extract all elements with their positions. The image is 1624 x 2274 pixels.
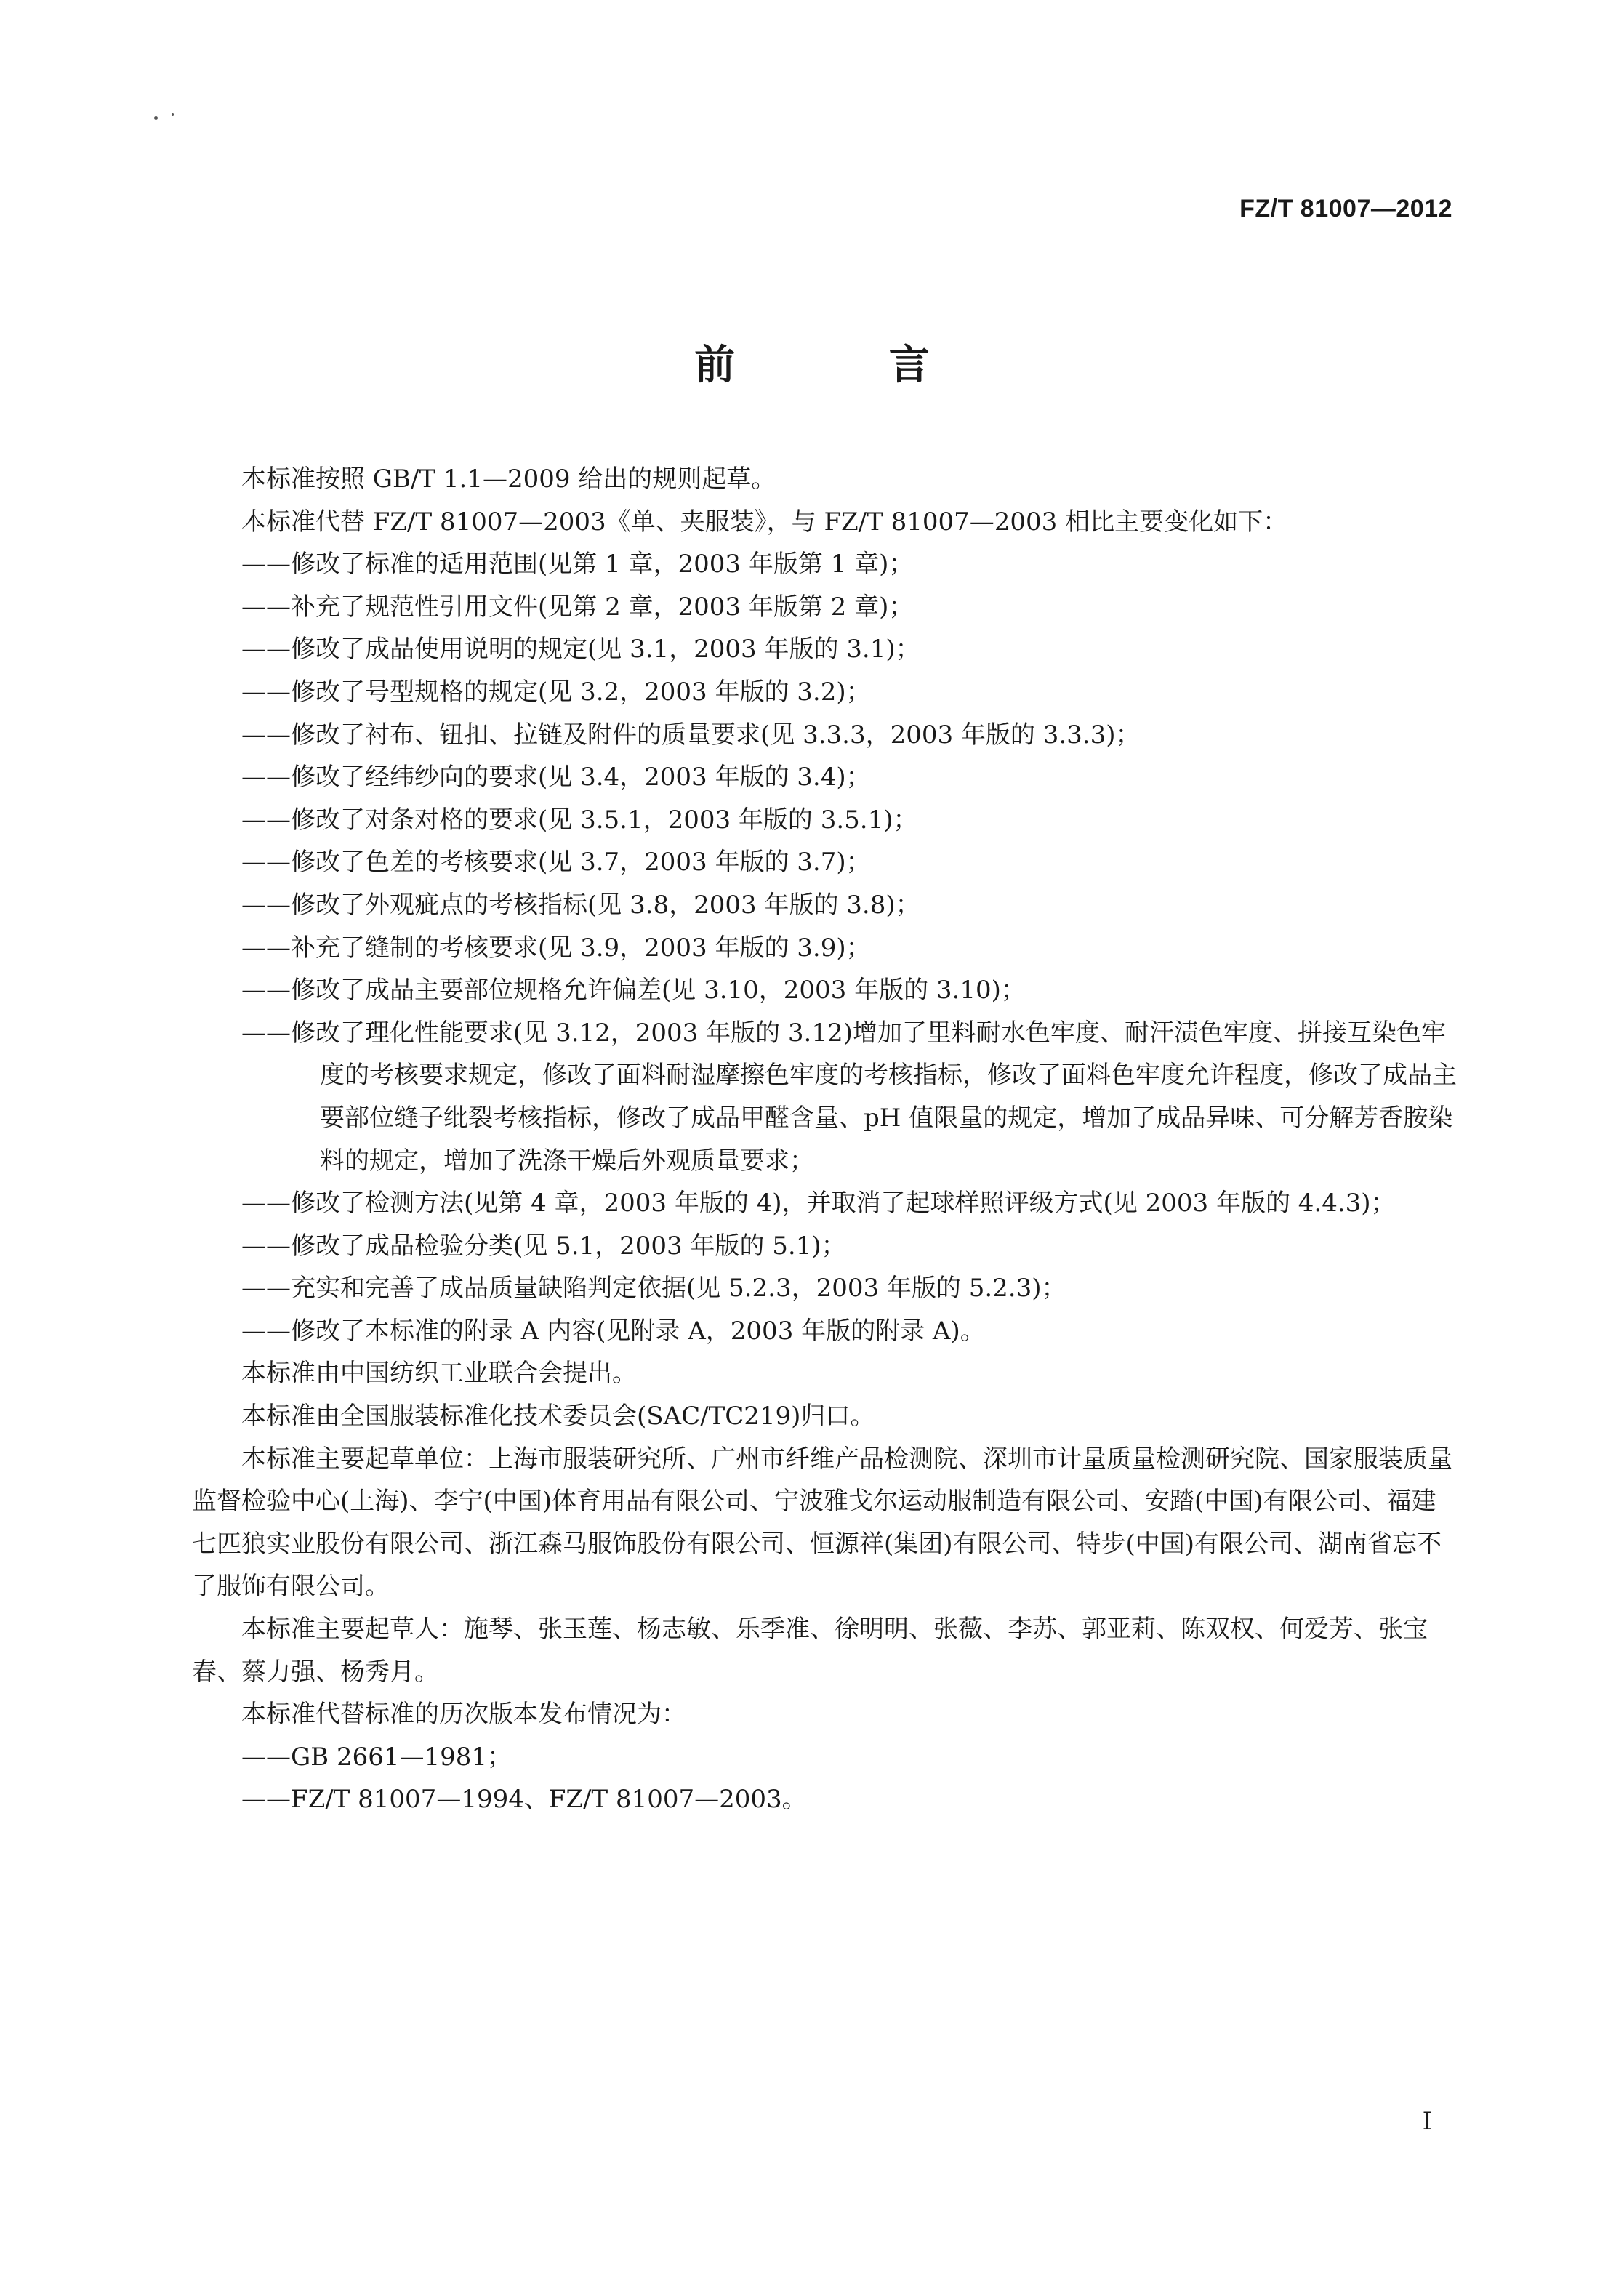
change-list-item: ——修改了理化性能要求(见 3.12，2003 年版的 3.12)增加了里料耐水色牢度、耐汗渍色牢度、拼接互染色牢度的考核要求规定，修改了面料耐湿摩擦色牢度的考核指标，修改了面料色牢度允许程度，修改了成品主要部位缝子纰裂考核指标，修改了成品甲醛含量、pH 值限量的规定，增加了成品异味、可分解芳香胺染料的规定，增加了洗涤干燥后外观质量要求； xyxy=(241,1018,1457,1176)
foreword-body xyxy=(192,458,1457,1821)
change-list-item: ——补充了缝制的考核要求(见 3.9，2003 年版的 3.9)； xyxy=(241,933,871,963)
change-list-item: ——修改了号型规格的规定(见 3.2，2003 年版的 3.2)； xyxy=(241,677,871,707)
change-list-item: ——FZ/T 81007—1994、FZ/T 81007—2003。 xyxy=(241,1785,807,1815)
change-list-item: ——GB 2661—1981； xyxy=(241,1742,512,1772)
standard-code: FZ/T 81007—2012 xyxy=(1239,195,1452,222)
change-list-item: ——修改了衬布、钮扣、拉链及附件的质量要求(见 3.3.3，2003 年版的 3.3.3)； xyxy=(241,720,1141,750)
change-list-item: ——修改了对条对格的要求(见 3.5.1，2003 年版的 3.5.1)； xyxy=(241,805,918,835)
body-paragraph: 本标准按照 GB/T 1.1—2009 给出的规则起草。 xyxy=(241,465,776,494)
page-title: 前 言 xyxy=(694,342,1000,389)
change-list-item: ——修改了外观疵点的考核指标(见 3.8，2003 年版的 3.8)； xyxy=(241,890,920,920)
change-list-item: ——修改了色差的考核要求(见 3.7，2003 年版的 3.7)； xyxy=(241,848,871,877)
body-paragraph: 本标准代替标准的历次版本发布情况为： xyxy=(241,1700,686,1729)
change-list-item: ——修改了成品主要部位规格允许偏差(见 3.10，2003 年版的 3.10)； xyxy=(241,976,1026,1005)
change-list-item: ——补充了规范性引用文件(见第 2 章，2003 年版第 2 章)； xyxy=(241,592,914,622)
change-list-item: ——修改了检测方法(见第 4 章，2003 年版的 4)，并取消了起球样照评级方式(见 2003 年版的 4.4.3)； xyxy=(241,1189,1396,1218)
body-paragraph: 本标准代替 FZ/T 81007—2003《单、夹服装》，与 FZ/T 81007—2003 相比主要变化如下： xyxy=(241,507,1288,537)
body-paragraph: 本标准由中国纺织工业联合会提出。 xyxy=(241,1359,637,1389)
page-number: I xyxy=(1422,2107,1432,2136)
change-list-item: ——修改了成品检验分类(见 5.1，2003 年版的 5.1)； xyxy=(241,1231,846,1261)
change-list-item: ——修改了经纬纱向的要求(见 3.4，2003 年版的 3.4)； xyxy=(241,763,871,792)
scan-speck xyxy=(154,116,158,120)
change-list-item: ——充实和完善了成品质量缺陷判定依据(见 5.2.3，2003 年版的 5.2.3)； xyxy=(241,1274,1066,1303)
change-list-item: ——修改了本标准的附录 A 内容(见附录 A，2003 年版的附录 A)。 xyxy=(241,1316,985,1346)
change-list-item: ——修改了成品使用说明的规定(见 3.1，2003 年版的 3.1)； xyxy=(241,635,920,664)
body-paragraph: 本标准主要起草人：施琴、张玉莲、杨志敏、乐季准、徐明明、张薇、李苏、郭亚莉、陈双权、何爱芳、张宝春、蔡力强、杨秀月。 xyxy=(192,1615,1428,1687)
body-paragraph: 本标准由全国服装标准化技术委员会(SAC/TC219)归口。 xyxy=(241,1402,875,1431)
change-list-item: ——修改了标准的适用范围(见第 1 章，2003 年版第 1 章)； xyxy=(241,550,914,579)
body-paragraph: 本标准主要起草单位：上海市服装研究所、广州市纤维产品检测院、深圳市计量质量检测研究院、国家服装质量监督检验中心(上海)、李宁(中国)体育用品有限公司、宁波雅戈尔运动服制造有限公司、安踏(中国)有限公司、福建七匹狼实业股份有限公司、浙江森马服饰股份有限公司、恒源祥(集团)有限公司、特步(中国)有限公司、湖南省忘不了服饰有限公司。 xyxy=(192,1444,1452,1602)
scan-speck xyxy=(172,113,174,116)
